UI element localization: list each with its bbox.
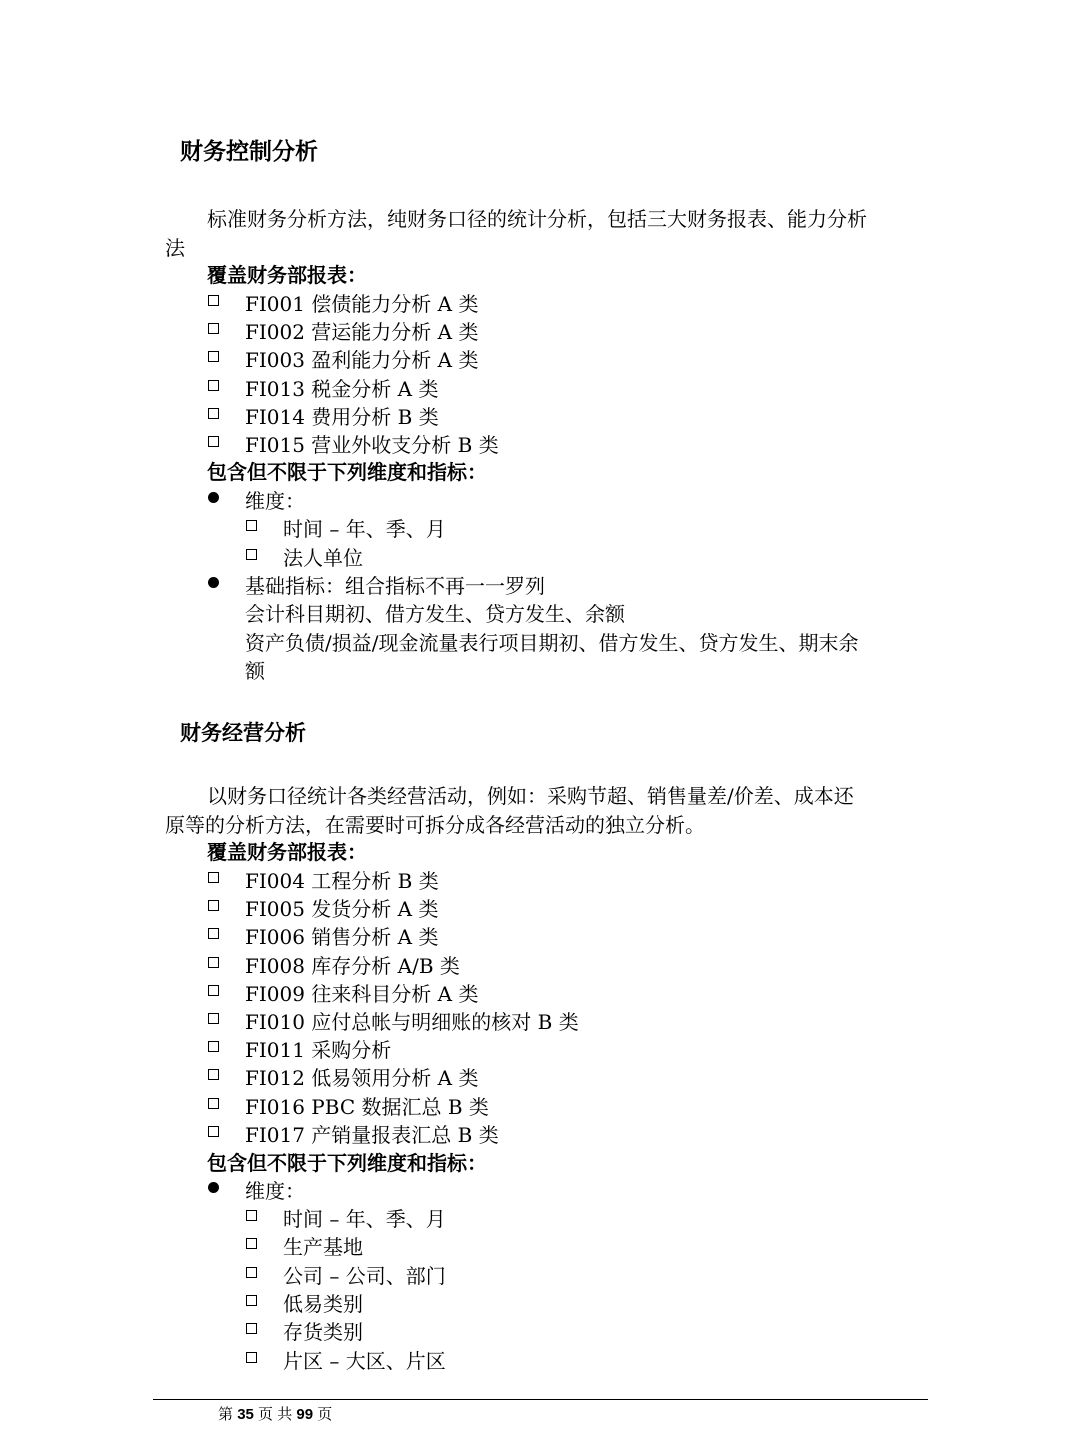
page-number: 35 [237,1406,254,1423]
total-pages: 99 [296,1406,314,1423]
report-item: FI009 往来科目分析 A 类 [245,981,479,1006]
checkbox-icon [208,380,219,391]
checkbox-icon [208,985,219,996]
section1-reports-heading: 覆盖财务部报表： [207,263,367,287]
bullet-icon [208,492,219,503]
section1-basic-line: 资产负债/损益/现金流量表行项目期初、借方发生、贷方发生、期末余 [245,631,859,655]
section2-dimension-label: 维度： [245,1179,305,1203]
checkbox-icon [246,520,257,531]
section1-dimension-item: 时间 – 年、季、月 [283,517,446,541]
dimension-item: 生产基地 [283,1235,363,1260]
section1-dims-heading: 包含但不限于下列维度和指标： [207,460,487,484]
section2-dims-heading: 包含但不限于下列维度和指标： [207,1151,487,1175]
report-item: FI013 税金分析 A 类 [245,376,439,401]
checkbox-icon [208,351,219,362]
section2-description-line1: 以财务口径统计各类经营活动，例如：采购节超、销售量差/价差、成本还 [207,784,854,808]
checkbox-icon [208,1069,219,1080]
checkbox-icon [246,1352,257,1363]
report-item: FI016 PBC 数据汇总 B 类 [245,1094,489,1119]
section2-description-line2: 原等的分析方法，在需要时可拆分成各经营活动的独立分析。 [165,813,705,837]
report-item: FI005 发货分析 A 类 [245,897,439,922]
footer-divider [153,1399,928,1400]
section2-reports-heading: 覆盖财务部报表： [207,840,367,864]
checkbox-icon [246,1323,257,1334]
bullet-icon [208,1182,219,1193]
section-title-financial-control: 财务控制分析 [180,138,318,165]
report-item: FI004 工程分析 B 类 [245,869,439,893]
report-item: FI015 营业外收支分析 B 类 [245,433,499,457]
checkbox-icon [208,436,219,447]
checkbox-icon [246,1295,257,1306]
checkbox-icon [208,1126,219,1137]
report-item: FI017 产销量报表汇总 B 类 [245,1122,499,1147]
checkbox-icon [208,872,219,883]
page-footer [218,1403,332,1424]
checkbox-icon [208,408,219,419]
footer-mid: 页 共 [258,1406,293,1423]
footer-suffix: 页 [317,1406,333,1423]
checkbox-icon [208,1013,219,1024]
footer-prefix: 第 [218,1406,234,1423]
dimension-item: 存货类别 [283,1320,363,1345]
checkbox-icon [246,1267,257,1278]
section1-dimension-item: 法人单位 [283,546,363,570]
checkbox-icon [208,928,219,939]
checkbox-icon [246,549,257,560]
section1-description-line1: 标准财务分析方法，纯财务口径的统计分析，包括三大财务报表、能力分析 [207,207,867,231]
dimension-item: 低易类别 [283,1291,363,1316]
report-item: FI002 营运能力分析 A 类 [245,320,479,345]
checkbox-icon [208,1041,219,1052]
dimension-item: 片区 – 大区、片区 [283,1348,446,1373]
section1-dimension-label: 维度： [245,489,305,513]
section1-basic-indicators-label: 基础指标：组合指标不再一一罗列 [245,574,545,598]
section1-basic-line: 会计科目期初、借方发生、贷方发生、余额 [245,602,625,626]
report-item: FI014 费用分析 B 类 [245,404,439,429]
report-item: FI008 库存分析 A/B 类 [245,953,460,978]
bullet-icon [208,577,219,588]
checkbox-icon [208,957,219,968]
report-item: FI010 应付总帐与明细账的核对 B 类 [245,1010,579,1034]
dimension-item: 时间 – 年、季、月 [283,1207,446,1231]
checkbox-icon [246,1238,257,1249]
checkbox-icon [208,900,219,911]
report-item: FI003 盈利能力分析 A 类 [245,348,479,373]
section1-basic-line: 额 [245,659,265,683]
checkbox-icon [208,295,219,306]
dimension-item: 公司 – 公司、部门 [283,1263,446,1288]
checkbox-icon [208,1098,219,1109]
checkbox-icon [208,323,219,334]
report-item: FI011 采购分析 [245,1038,392,1063]
section-title-financial-operations: 财务经营分析 [180,720,306,745]
checkbox-icon [246,1210,257,1221]
report-item: FI006 销售分析 A 类 [245,925,439,950]
report-item: FI001 偿债能力分析 A 类 [245,292,479,316]
report-item: FI012 低易领用分析 A 类 [245,1066,479,1091]
section1-description-line2: 法 [165,236,185,260]
